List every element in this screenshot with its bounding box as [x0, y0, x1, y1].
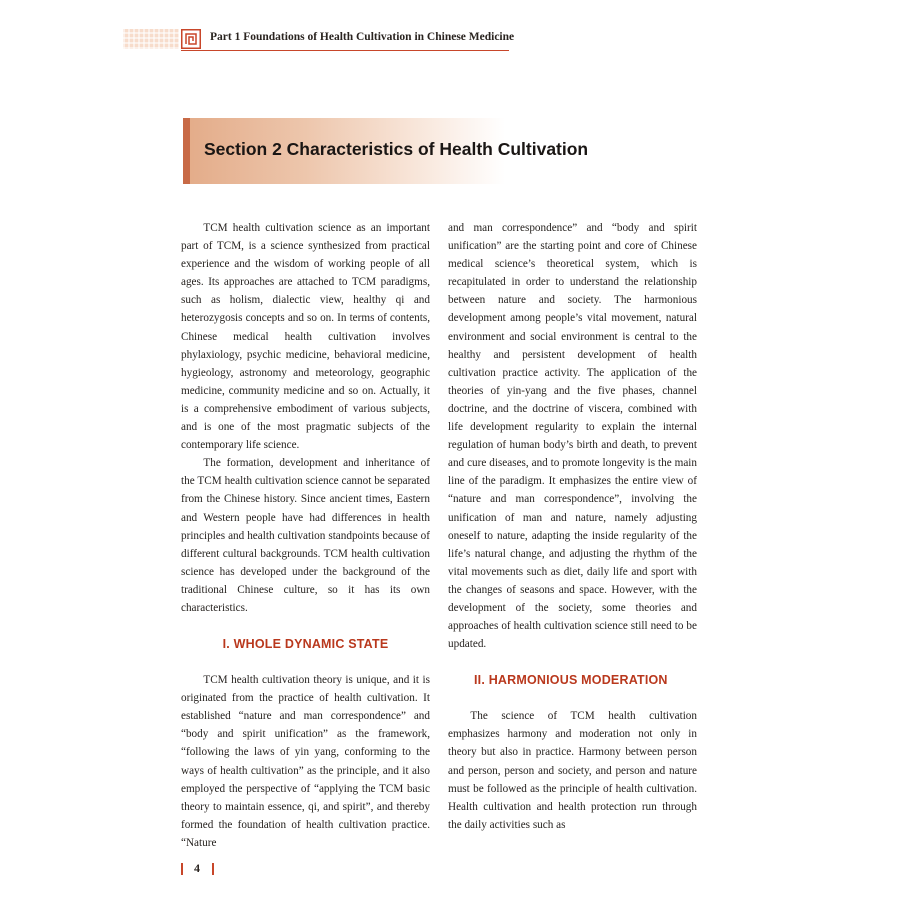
- subsection-heading-whole-dynamic-state: I. WHOLE DYNAMIC STATE: [222, 637, 389, 652]
- fret-square-icon: [181, 29, 201, 49]
- page-number-bar-right: [212, 863, 214, 875]
- page-number-bar-left: [181, 863, 183, 875]
- whole-dynamic-paragraph-continued: and man correspondence” and “body and spirit unification” are the starting point and core of Chinese medical science’s theoretical system, which is recapitulated in order to understand the relationship between nature and society. The harmonious development among people’s vital movement, natural environment and social environment is central to the healthy and persistent development of health cultivation practice activity. The application of the theories of yin-yang and the five phases, channel doctrine, and the doctrine of viscera, combined with life development regularity to explain the internal regulation of human body’s birth and death, to prevent and cure diseases, and to promote longevity is the main line of the paradigm. It emphasizes the entire view of “nature and man correspondence”, involving the unification of man and nature, namely adjusting oneself to nature, adapting the inside regularity of the life’s natural change, and adjusting the rhythm of the vital movements such as diet, daily life and sport with the changes of seasons and space. However, with the development of the society, some theories and approaches of health cultivation science still need to be updated.: [448, 222, 697, 651]
- subsection-heading-harmonious-moderation: II. HARMONIOUS MODERATION: [474, 673, 668, 688]
- harmonious-moderation-paragraph: The science of TCM health cultivation emphasizes harmony and moderation not only in theory but also in practice. Harmony between person and person, person and society, and person and nature must be followed as the principle of health cultivation. Health cultivation and health protection run through the daily activities such as: [448, 710, 697, 831]
- header-rule: [181, 50, 509, 51]
- intro-paragraph-2: The formation, development and inheritance of the TCM health cultivation science cannot be separated from the Chinese history. Since ancient times, Eastern and Western people have had differences in health principles and health cultivation standpoints because of different cultural backgrounds. TCM health cultivation science has developed under the background of the traditional Chinese culture, so it has its own characteristics.: [181, 457, 430, 614]
- section-title: Section 2 Characteristics of Health Cultivation: [204, 139, 589, 159]
- page-number: 4: [194, 861, 200, 875]
- header-decorative-pattern: [123, 29, 179, 49]
- intro-paragraph-1: TCM health cultivation science as an important part of TCM, is a science synthesized from practical experience and the wisdom of working people of all ages. Its approaches are attached to TCM paradigms, such as holism, dialectic view, healthy qi and heterozygosis concepts and so on. In terms of contents, Chinese medical health cultivation involves phylaxiology, psychic medicine, behavioral medicine, hygieology, astronomy and meteorology, geographic medicine, community medicine and so on. Actually, it is a comprehensive embodiment of various subjects, and is one of the most pragmatic subjects of the contemporary life science.: [181, 222, 430, 452]
- running-header-title: Part 1 Foundations of Health Cultivation in Chinese Medicine: [210, 31, 515, 43]
- left-column: [181, 219, 430, 852]
- whole-dynamic-paragraph: TCM health cultivation theory is unique, and it is originated from the practice of health cultivation. It established “nature and man correspondence” and “body and spirit unification” as the framework, “following the laws of yin yang, conforming to the ways of health cultivation” as the principle, and it also employed the perspective of “applying the TCM basic theory to maintain essence, qi, and spirit”, and thereby formed the foundation of health cultivation practice. “Nature: [181, 674, 430, 849]
- right-column: [448, 219, 697, 834]
- section-banner-edge: [183, 118, 190, 184]
